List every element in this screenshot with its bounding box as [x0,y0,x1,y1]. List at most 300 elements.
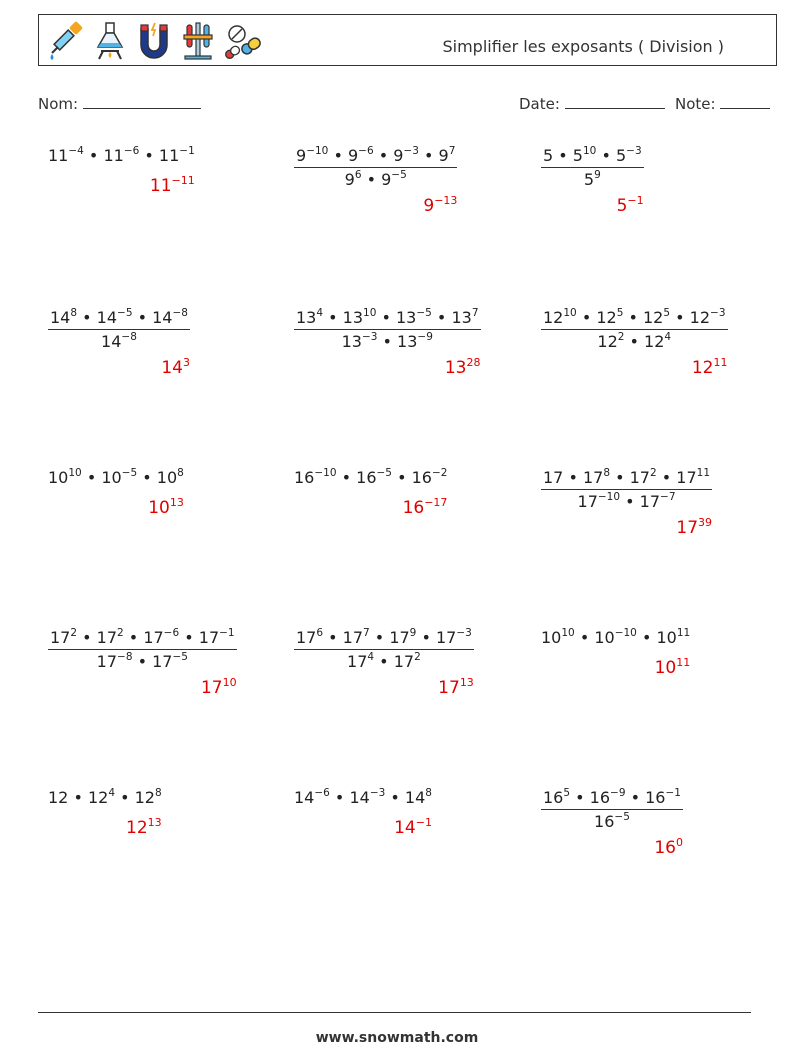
exponent: 8 [177,467,184,479]
base: 11 [48,146,69,165]
base: 14 [394,818,416,838]
multiply-dot: • [620,492,640,511]
exponent: 13 [147,816,162,829]
base: 9 [393,146,404,165]
answer-3 [617,196,644,216]
power-term [584,170,601,189]
exponent: −5 [416,307,432,319]
base: 9 [438,146,449,165]
name-field [38,94,201,113]
power-term [103,146,139,165]
denominator [294,650,474,671]
base: 17 [347,652,368,671]
multiply-dot: • [416,628,436,647]
power-term [596,308,623,327]
fraction [48,308,190,351]
multiply-dot: • [656,468,677,487]
multiply-dot: • [81,468,102,487]
magnet-icon [135,21,173,61]
exponent: −6 [358,145,374,157]
power-term [394,818,432,838]
power-term [590,788,626,807]
multiply-dot: • [624,332,645,351]
power-term [296,628,323,647]
power-term [583,468,610,487]
exponent: −9 [610,787,626,799]
base: 17 [198,628,220,647]
power-term [342,332,378,351]
answer-2 [423,196,457,216]
base: 10 [48,468,69,487]
denominator [541,810,683,831]
exponent: 13 [459,676,474,689]
exponent: −13 [434,194,458,207]
flask-burner-icon [91,21,129,61]
base: 12 [643,308,664,327]
multiply-dot: • [391,468,412,487]
multiply-dot: • [179,628,199,647]
exponent: −6 [123,145,140,157]
base: 11 [158,146,180,165]
base: 13 [396,308,417,327]
base: 17 [389,628,410,647]
power-term [152,652,188,671]
exponent: 6 [354,169,362,181]
exponent: 5 [663,307,671,319]
problem-1 [48,146,195,165]
fraction [541,468,712,511]
power-term [578,492,621,511]
power-term [349,788,385,807]
power-term [445,358,481,378]
exponent: −3 [710,307,726,319]
base: 14 [96,308,118,327]
power-term [594,812,630,831]
exponent: −1 [219,627,235,639]
base: 12 [126,818,148,838]
power-term [676,468,710,487]
power-term [48,468,82,487]
footer-url: www.snowmath.com [315,1030,479,1046]
exponent: −10 [614,627,637,639]
base: 10 [541,628,562,647]
exponent: 4 [367,651,375,663]
answer-11 [438,678,474,698]
multiply-dot: • [369,628,390,647]
multiply-dot: • [636,628,657,647]
exponent: −10 [597,491,621,503]
base: 17 [435,628,457,647]
exponent: 8 [603,467,611,479]
answer-14 [394,818,432,838]
multiply-dot: • [418,146,439,165]
numerator [294,628,474,650]
base: 17 [438,678,460,698]
power-term [643,308,670,327]
exponent: 7 [363,627,370,639]
power-term [159,146,195,165]
multiply-dot: • [377,332,398,351]
power-term [48,788,68,807]
base: 12 [596,308,617,327]
base: 13 [341,332,362,351]
multiply-dot: • [623,308,643,327]
multiply-dot: • [323,628,343,647]
exponent: −10 [314,467,337,479]
power-term [150,176,195,196]
power-term [101,332,137,351]
base: 9 [344,170,355,189]
power-term [294,468,337,487]
name-blank[interactable] [83,94,201,109]
exponent: 4 [664,331,672,343]
base: 16 [654,838,676,858]
base: 17 [629,468,650,487]
problem-11 [294,628,474,671]
base: 17 [96,652,118,671]
numerator [48,308,190,330]
denominator [48,330,190,351]
problem-14 [294,788,432,807]
power-term [423,196,457,216]
base: 16 [356,468,377,487]
problem-12 [541,628,690,647]
exponent: −10 [306,145,329,157]
denominator [541,490,712,511]
problem-4 [48,308,190,351]
power-term [296,308,323,327]
base: 14 [349,788,370,807]
header-icons [47,21,265,61]
exponent: −5 [614,811,630,823]
power-term [394,652,421,671]
power-term [403,498,448,518]
exponent: −3 [403,145,419,157]
base: 17 [296,628,317,647]
answer-13 [126,818,162,838]
exponent: 10 [68,467,82,479]
date-blank[interactable] [565,94,665,109]
exponent: −8 [117,651,133,663]
fraction [541,308,728,351]
power-term [135,788,162,807]
multiply-dot: • [376,308,396,327]
exponent: 5 [616,307,624,319]
answer-15 [654,838,683,858]
base: 12 [689,308,711,327]
power-term [152,308,188,327]
multiply-dot: • [328,146,348,165]
power-term [347,652,374,671]
exponent: 10 [363,307,377,319]
base: 10 [594,628,615,647]
exponent: 9 [409,627,417,639]
exponent: −5 [117,307,133,319]
pipette-icon [47,21,85,61]
multiply-dot: • [610,468,630,487]
multiply-dot: • [115,788,135,807]
exponent: −1 [415,816,432,829]
exponent: 4 [316,307,324,319]
note-blank[interactable] [720,94,770,109]
problem-7 [48,468,184,487]
denominator [294,168,457,189]
base: 16 [594,812,615,831]
expression [48,468,184,487]
exponent: 7 [448,145,456,157]
problem-13 [48,788,162,807]
numerator [541,146,644,168]
power-term [143,628,179,647]
base: 9 [381,170,392,189]
power-term [594,628,637,647]
exponent: −3 [456,627,472,639]
numerator [541,788,683,810]
base: 17 [676,468,697,487]
power-term [438,678,474,698]
exponent: −1 [665,787,681,799]
pills-icon [223,21,265,61]
date-field [519,94,665,113]
multiply-dot: • [123,628,144,647]
exponent: 11 [676,656,691,669]
base: 17 [639,492,661,511]
base: 10 [101,468,122,487]
answer-4 [161,358,190,378]
exponent: 11 [713,356,728,369]
name-label: Nom: [38,95,79,113]
base: 12 [543,308,564,327]
problem-10 [48,628,237,671]
power-term [126,818,162,838]
base: 16 [294,468,315,487]
exponent: −3 [369,787,386,799]
base: 17 [96,628,118,647]
problem-2 [294,146,457,189]
worksheet-header [38,14,777,66]
base: 16 [589,788,611,807]
power-term [597,332,624,351]
expression [294,788,432,807]
exponent: −4 [68,145,84,157]
power-term [356,468,392,487]
power-term [343,308,377,327]
base: 16 [411,468,432,487]
numerator [48,628,237,650]
exponent: 2 [617,331,625,343]
power-term [389,628,416,647]
multiply-dot: • [570,788,590,807]
base: 14 [161,358,183,378]
multiply-dot: • [385,788,405,807]
exponent: −17 [424,496,448,509]
multiply-dot: • [374,652,394,671]
base: 14 [101,332,122,351]
note-field [675,94,770,113]
power-term [412,468,448,487]
fraction [294,308,481,351]
test-tube-rack-icon [179,21,217,61]
base: 10 [148,498,170,518]
base: 12 [134,788,155,807]
base: 16 [543,788,564,807]
problem-15 [541,788,683,831]
exponent: −11 [171,174,195,187]
exponent: −1 [627,194,644,207]
power-term [617,196,644,216]
exponent: 5 [563,787,571,799]
expression [48,146,195,165]
exponent: 2 [414,651,421,663]
power-term [451,308,478,327]
power-term [50,308,77,327]
answer-6 [692,358,728,378]
base: 5 [572,146,583,165]
base: 14 [404,788,426,807]
power-term [543,308,577,327]
expression [294,468,447,487]
multiply-dot: • [77,308,97,327]
expression [541,628,690,647]
footer-divider [38,1012,751,1013]
multiply-dot: • [336,468,357,487]
answer-10 [201,678,237,698]
exponent: 10 [222,676,237,689]
multiply-dot: • [137,468,157,487]
multiply-dot: • [373,146,394,165]
multiply-dot: • [563,468,583,487]
numerator [294,308,481,330]
exponent: −5 [376,467,392,479]
base: 13 [451,308,472,327]
exponent: 9 [594,169,601,181]
power-term [381,170,407,189]
denominator [48,650,237,671]
base: 17 [543,468,564,487]
base: 11 [103,146,124,165]
base: 16 [645,788,666,807]
exponent: −1 [179,145,195,157]
answer-12 [655,658,691,678]
answer-7 [148,498,184,518]
multiply-dot: • [132,652,153,671]
exponent: 3 [182,356,190,369]
problem-9 [541,468,712,511]
exponent: 2 [117,627,124,639]
base: 12 [691,358,714,378]
numerator [294,146,457,168]
note-label: Note: [675,95,716,113]
exponent: 10 [582,145,597,157]
power-term [101,468,137,487]
exponent: 11 [676,627,691,639]
multiply-dot: • [576,308,597,327]
exponent: 28 [466,356,481,369]
power-term [654,838,683,858]
exponent: 0 [675,836,683,849]
base: 12 [644,332,665,351]
power-term [656,628,690,647]
exponent: 8 [154,787,162,799]
multiply-dot: • [139,146,159,165]
power-term [543,146,553,165]
problem-3 [541,146,644,189]
power-term [573,146,597,165]
base: 17 [143,628,164,647]
power-term [97,652,133,671]
exponent: 13 [169,496,184,509]
base: 14 [50,308,71,327]
base: 17 [676,518,699,538]
base: 12 [597,332,618,351]
base: 9 [347,146,359,165]
multiply-dot: • [83,146,104,165]
problem-6 [541,308,728,351]
fraction [48,628,237,671]
base: 10 [654,658,677,678]
multiply-dot: • [323,308,343,327]
problem-5 [294,308,481,351]
base: 13 [444,358,467,378]
multiply-dot: • [329,788,350,807]
exponent: −3 [361,331,378,343]
base: 5 [543,146,554,165]
base: 13 [296,308,317,327]
power-term [630,468,657,487]
power-term [543,788,570,807]
exponent: 7 [471,307,479,319]
power-term [48,146,84,165]
base: 17 [582,468,604,487]
power-term [199,628,235,647]
base: 5 [615,146,627,165]
multiply-dot: • [596,146,616,165]
denominator [541,168,644,189]
power-term [348,146,374,165]
exponent: 4 [108,787,116,799]
base: 5 [616,196,628,216]
power-term [50,628,77,647]
exponent: 39 [698,516,713,529]
power-term [294,788,330,807]
denominator [541,330,728,351]
power-term [655,658,691,678]
base: 14 [294,788,315,807]
power-term [640,492,676,511]
power-term [645,788,681,807]
power-term [690,308,726,327]
exponent: 2 [70,627,78,639]
power-term [676,518,712,538]
power-term [405,788,432,807]
exponent: −5 [391,169,407,181]
power-term [436,628,472,647]
power-term [201,678,237,698]
expression [48,788,162,807]
power-term [616,146,642,165]
exponent: 10 [561,627,575,639]
multiply-dot: • [625,788,646,807]
exponent: 6 [316,627,324,639]
exponent: −6 [314,787,330,799]
exponent: 11 [696,467,711,479]
power-term [692,358,728,378]
answer-8 [403,498,448,518]
fraction [294,146,457,189]
power-term [393,146,419,165]
multiply-dot: • [361,170,382,189]
base: 17 [577,492,598,511]
